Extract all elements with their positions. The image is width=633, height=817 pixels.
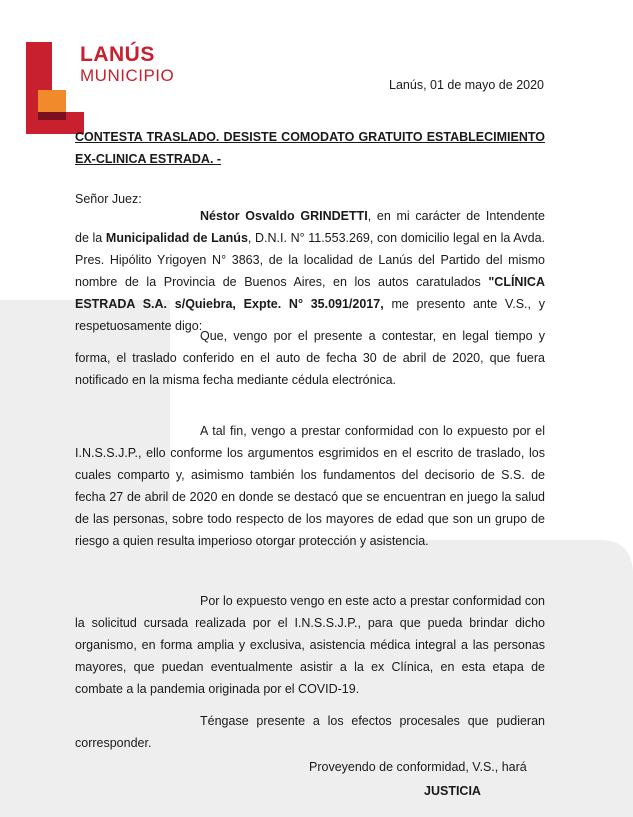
paragraph-4: Téngase presente a los efectos procesales que pudieran corresponder.: [75, 714, 545, 750]
logo-subtitle: MUNICIPIO: [80, 66, 175, 85]
intro-paragraph: [75, 205, 545, 337]
closing-line: Proveyendo de conformidad, V.S., hará: [309, 760, 527, 774]
intro-text-3: me presento ante V.S., y respetuosamente digo:: [75, 297, 545, 333]
signoff: JUSTICIA: [424, 784, 481, 798]
logo-title: LANÚS: [80, 43, 155, 66]
intro-text-1: , en mi carácter de Intendente de la: [75, 209, 545, 245]
salutation: Señor Juez:: [75, 192, 142, 206]
paragraph-2: A tal fin, vengo a prestar conformidad con lo expuesto por el I.N.S.S.J.P., ello conforme los argumentos esgrimidos en el escrito de traslado, los cuales comparto y, asimismo también los fundamentos del decisorio de S.S. de fecha 27 de abril de 2020 en donde se destacó que se encuentran en juego la salud de las personas, sobre todo respecto de los mayores de edad que son un grupo de riesgo a quien resulta imperioso otorgar protección y asistencia.: [75, 424, 545, 548]
case-title: "CLÍNICA ESTRADA S.A. s/Quiebra, Expte. N° 35.091/2017,: [75, 275, 545, 311]
municipality-name: Municipalidad de Lanús: [105, 231, 248, 245]
paragraph-3: Por lo expuesto vengo en este acto a prestar conformidad con la solicitud cursada realizada por el I.N.S.S.J.P., para que pueda brindar dicho organismo, en forma amplia y exclusiva, asistencia médica integral a las personas mayores, que puedan eventualmente asistir a la ex Clínica, en esta etapa de combate a la pandemia originada por el COVID-19.: [75, 594, 545, 696]
lanus-municipio-logo-icon: [24, 40, 86, 136]
intro-text-2: , D.N.I. N° 11.553.269, con domicilio legal en la Avda. Pres. Hipólito Yrigoyen N° 3863, de la localidad de Lanús del Partido del mismo nombre de la Provincia de Buenos Aires, en los autos caratulados: [75, 231, 545, 289]
document-date: Lanús, 01 de mayo de 2020: [389, 78, 544, 92]
signer-name: Néstor Osvaldo GRINDETTI: [200, 209, 368, 223]
paragraph-1: Que, vengo por el presente a contestar, en legal tiempo y forma, el traslado conferido en el auto de fecha 30 de abril de 2020, que fuera notificado en la misma fecha mediante cédula electrónica.: [75, 329, 545, 387]
document-subject: CONTESTA TRASLADO. DESISTE COMODATO GRATUITO ESTABLECIMIENTO EX-CLINICA ESTRADA. -: [75, 130, 545, 166]
logo-wordmark: [80, 44, 174, 84]
